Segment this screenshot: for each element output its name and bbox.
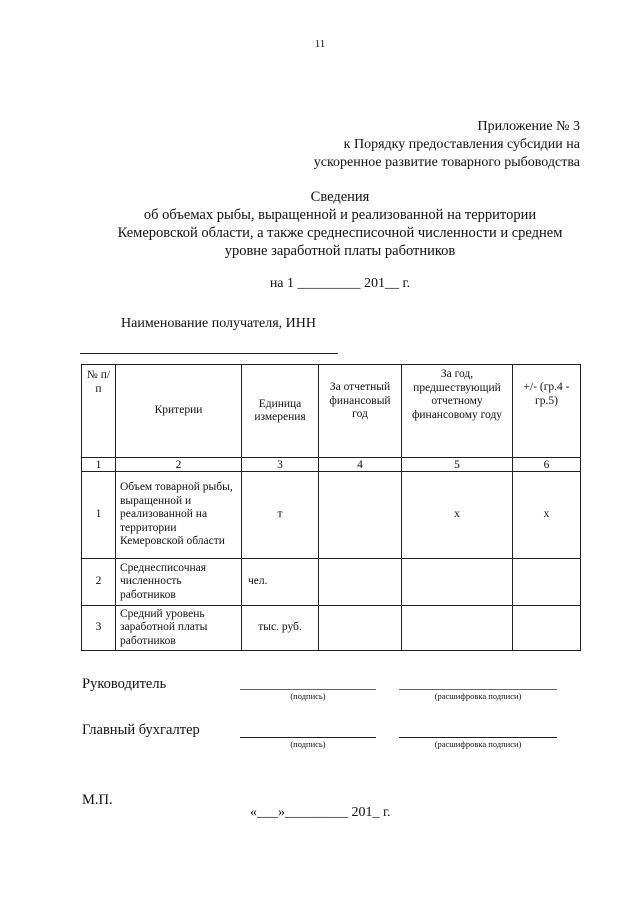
appendix-line-1: Приложение № 3 — [477, 119, 580, 134]
table-header-row — [82, 365, 581, 458]
row-number: 1 — [82, 472, 116, 559]
head-signature-caption: (подпись) — [290, 691, 326, 701]
header-number: № п/п — [82, 365, 116, 458]
head-decoding-line[interactable] — [399, 689, 557, 690]
row-unit: чел. — [242, 559, 319, 606]
report-date-line: на 1 _________ 201__ г. — [269, 276, 411, 291]
column-number: 2 — [116, 458, 242, 472]
column-number: 3 — [242, 458, 319, 472]
title-line-4: уровне заработной платы работников — [224, 243, 456, 259]
header-reporting-year: За отчетный финансовый год — [319, 365, 402, 458]
appendix-line-2: к Порядку предоставления субсидии на — [343, 137, 580, 152]
row-criterion: Средний уровень заработной платы работников — [116, 606, 242, 651]
column-number: 6 — [513, 458, 581, 472]
recipient-label: Наименование получателя, ИНН — [121, 316, 316, 331]
table-row — [82, 472, 581, 559]
row-previous-value[interactable] — [402, 606, 513, 651]
table-row — [82, 559, 581, 606]
title-line-3: Кемеровской области, а также среднесписочной численности и среднем — [117, 225, 563, 241]
recipient-input-line[interactable] — [80, 353, 338, 354]
row-number: 2 — [82, 559, 116, 606]
table-row — [82, 606, 581, 651]
head-signature-line[interactable] — [240, 689, 376, 690]
row-criterion: Объем товарной рыбы, выращенной и реализованной на территории Кемеровской области — [116, 472, 242, 559]
column-numbers-row — [82, 458, 581, 472]
title-line-1: Сведения — [310, 189, 370, 205]
row-criterion: Среднесписочная численность работников — [116, 559, 242, 606]
accountant-decoding-line[interactable] — [399, 737, 557, 738]
header-criteria: Критерии — [116, 365, 242, 458]
column-number: 1 — [82, 458, 116, 472]
header-difference: +/- (гр.4 - гр.5) — [513, 365, 581, 458]
row-difference-value[interactable] — [513, 606, 581, 651]
data-table — [81, 364, 581, 651]
row-difference-value[interactable] — [513, 559, 581, 606]
row-previous-value[interactable] — [402, 559, 513, 606]
page-number: 11 — [314, 38, 326, 50]
head-signature-label: Руководитель — [82, 676, 167, 692]
row-reporting-value[interactable] — [319, 472, 402, 559]
row-unit: т — [242, 472, 319, 559]
row-reporting-value[interactable] — [319, 559, 402, 606]
header-previous-year: За год, предшествующий отчетному финансовому году — [402, 365, 513, 458]
row-difference-value: х — [513, 472, 581, 559]
title-line-2: об объемах рыбы, выращенной и реализованной на территории — [143, 207, 537, 223]
row-previous-value: х — [402, 472, 513, 559]
appendix-line-3: ускоренное развитие товарного рыбоводства — [313, 155, 580, 170]
row-reporting-value[interactable] — [319, 606, 402, 651]
row-number: 3 — [82, 606, 116, 651]
accountant-signature-line[interactable] — [240, 737, 376, 738]
header-unit: Единица измерения — [242, 365, 319, 458]
sign-date-line: «___»_________ 201_ г. — [250, 805, 391, 820]
accountant-decoding-caption: (расшифровка подписи) — [434, 739, 522, 749]
head-decoding-caption: (расшифровка подписи) — [434, 691, 522, 701]
accountant-signature-label: Главный бухгалтер — [82, 722, 200, 738]
stamp-place-label: М.П. — [82, 792, 113, 808]
row-unit: тыс. руб. — [242, 606, 319, 651]
column-number: 4 — [319, 458, 402, 472]
column-number: 5 — [402, 458, 513, 472]
accountant-signature-caption: (подпись) — [290, 739, 326, 749]
